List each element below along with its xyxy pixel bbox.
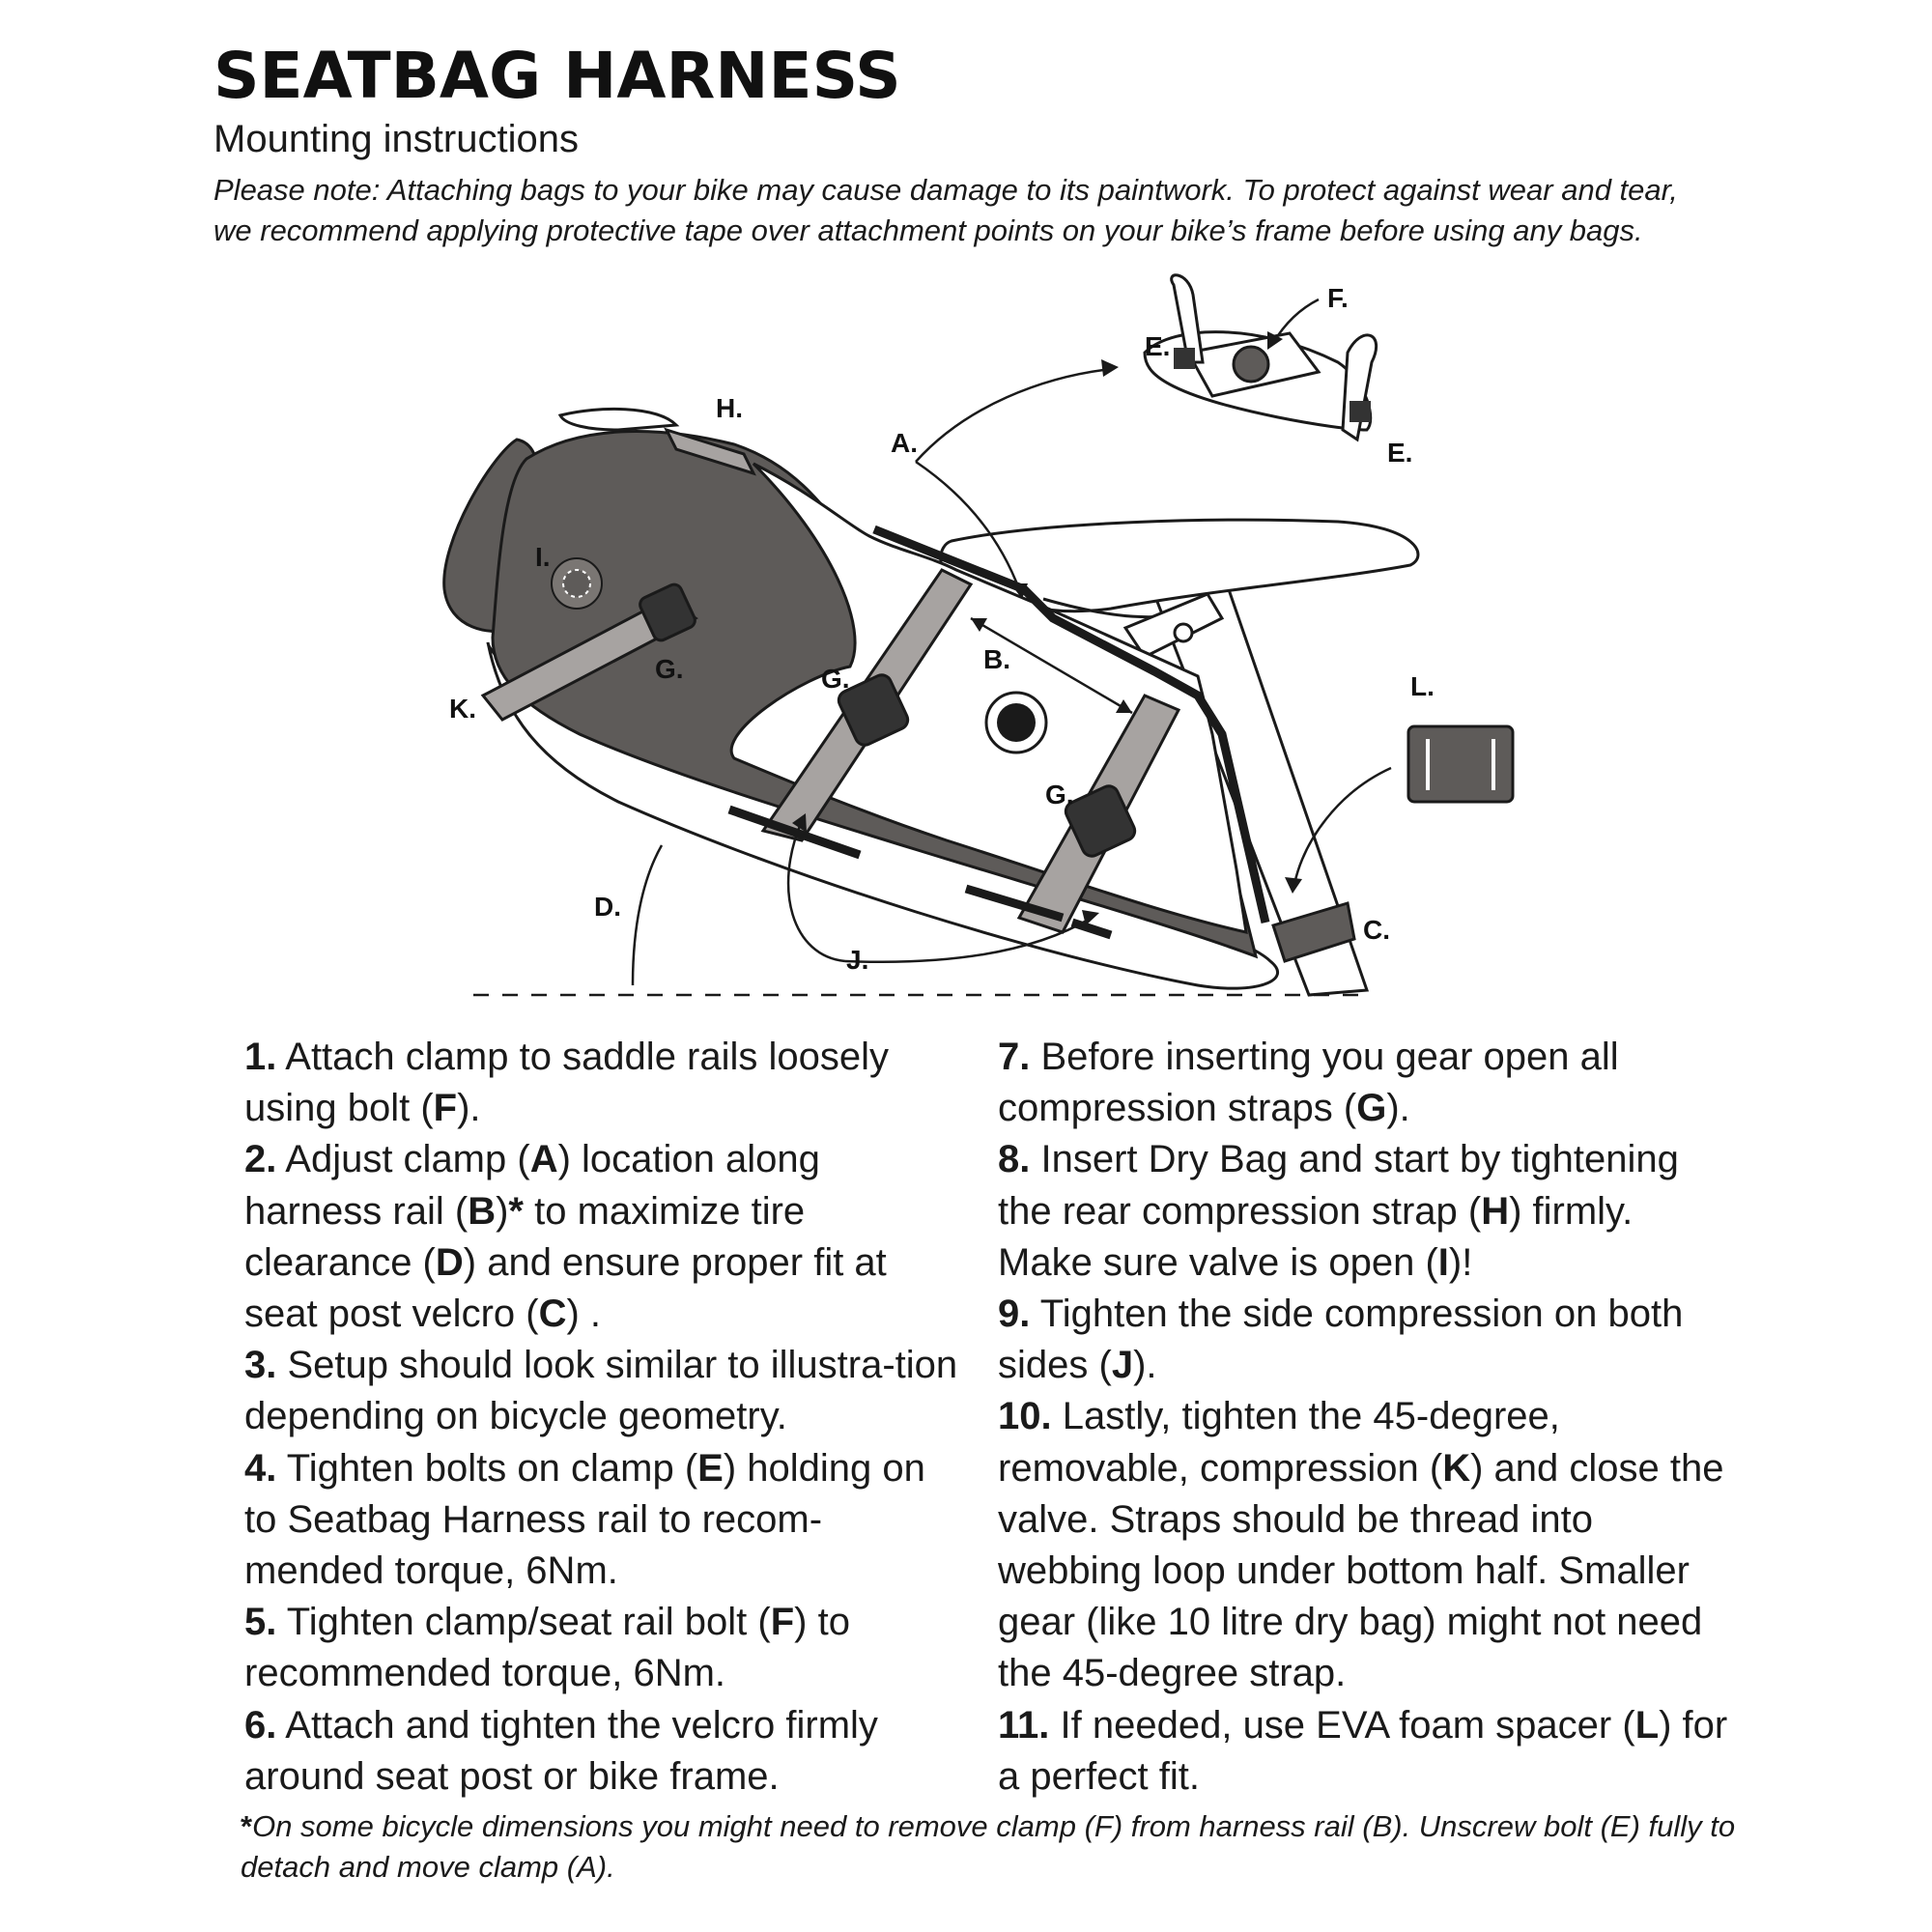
footnote-asterisk: *: [241, 1809, 253, 1843]
step-4: 4. Tighten bolts on clamp (E) holding on to Seatbag Harness rail to recom-mended torque, 6Nm.: [244, 1446, 925, 1593]
label-a: A.: [891, 428, 918, 458]
step-10: 10. Lastly, tighten the 45-degree, removable, compression (K) and close the valve. Straps should be thread into webbing loop under bottom half. Smaller gear (like 10 litre dry bag) might not need the 45-degree strap.: [998, 1395, 1724, 1695]
bag-tail-flap: [560, 409, 676, 430]
step-6: 6. Attach and tighten the velcro firmly around seat post or bike frame.: [244, 1703, 878, 1798]
label-k: K.: [449, 694, 476, 724]
label-g-rear: G.: [655, 654, 684, 684]
footnote-text: On some bicycle dimensions you might need to remove clamp (F) from harness rail (B). Unscrew bolt (E) fully to detach and move clamp (A).: [241, 1809, 1736, 1884]
label-c: C.: [1363, 915, 1390, 945]
label-j: J.: [846, 945, 869, 975]
step-1: 1. Attach clamp to saddle rails loosely using bolt (F).: [244, 1036, 890, 1130]
clamp-bolt-circle: [1175, 624, 1192, 641]
leader-d: [633, 845, 662, 985]
paintwork-note: Please note: Attaching bags to your bike may cause damage to its paintwork. To protect against wear and tear, we recommend applying protective tape over attachment points on your bike’s frame before using any bags.: [213, 173, 1678, 247]
step-3: 3. Setup should look similar to illustra-tion depending on bicycle geometry.: [244, 1344, 958, 1438]
label-e-right: E.: [1387, 438, 1413, 468]
page-subtitle: Mounting instructions: [213, 118, 579, 160]
instructions-right-column: [998, 1032, 1732, 1803]
step-11: 11. If needed, use EVA foam spacer (L) for a perfect fit.: [998, 1703, 1728, 1798]
label-f: F.: [1327, 283, 1349, 313]
step-9: 9. Tighten the side compression on both sides (J).: [998, 1293, 1684, 1387]
label-g-front: G.: [1045, 780, 1074, 810]
instructions-left-column: [244, 1032, 959, 1803]
label-g-middle: G.: [821, 664, 850, 694]
page-title: SEATBAG HARNESS: [213, 39, 901, 113]
step-7: 7. Before inserting you gear open all compression straps (G).: [998, 1036, 1619, 1130]
step-2: 2. Adjust clamp (A) location along harness rail (B)* to maximize tire clearance (D) and ensure proper fit at seat post velcro (C) .: [244, 1138, 887, 1336]
label-h: H.: [716, 393, 743, 423]
foam-spacer-l: [1408, 726, 1513, 802]
step-8: 8. Insert Dry Bag and start by tightening the rear compression strap (H) firmly. Make sure valve is open (I)!: [998, 1138, 1679, 1284]
footnote: [241, 1806, 1747, 1888]
label-l: L.: [1410, 671, 1435, 701]
step-5: 5. Tighten clamp/seat rail bolt (F) to recommended torque, 6Nm.: [244, 1601, 850, 1695]
label-i: I.: [535, 542, 551, 572]
label-e-top: E.: [1145, 331, 1171, 361]
arrow-a: [916, 369, 1111, 462]
label-b: B.: [983, 644, 1010, 674]
label-d: D.: [594, 892, 621, 922]
